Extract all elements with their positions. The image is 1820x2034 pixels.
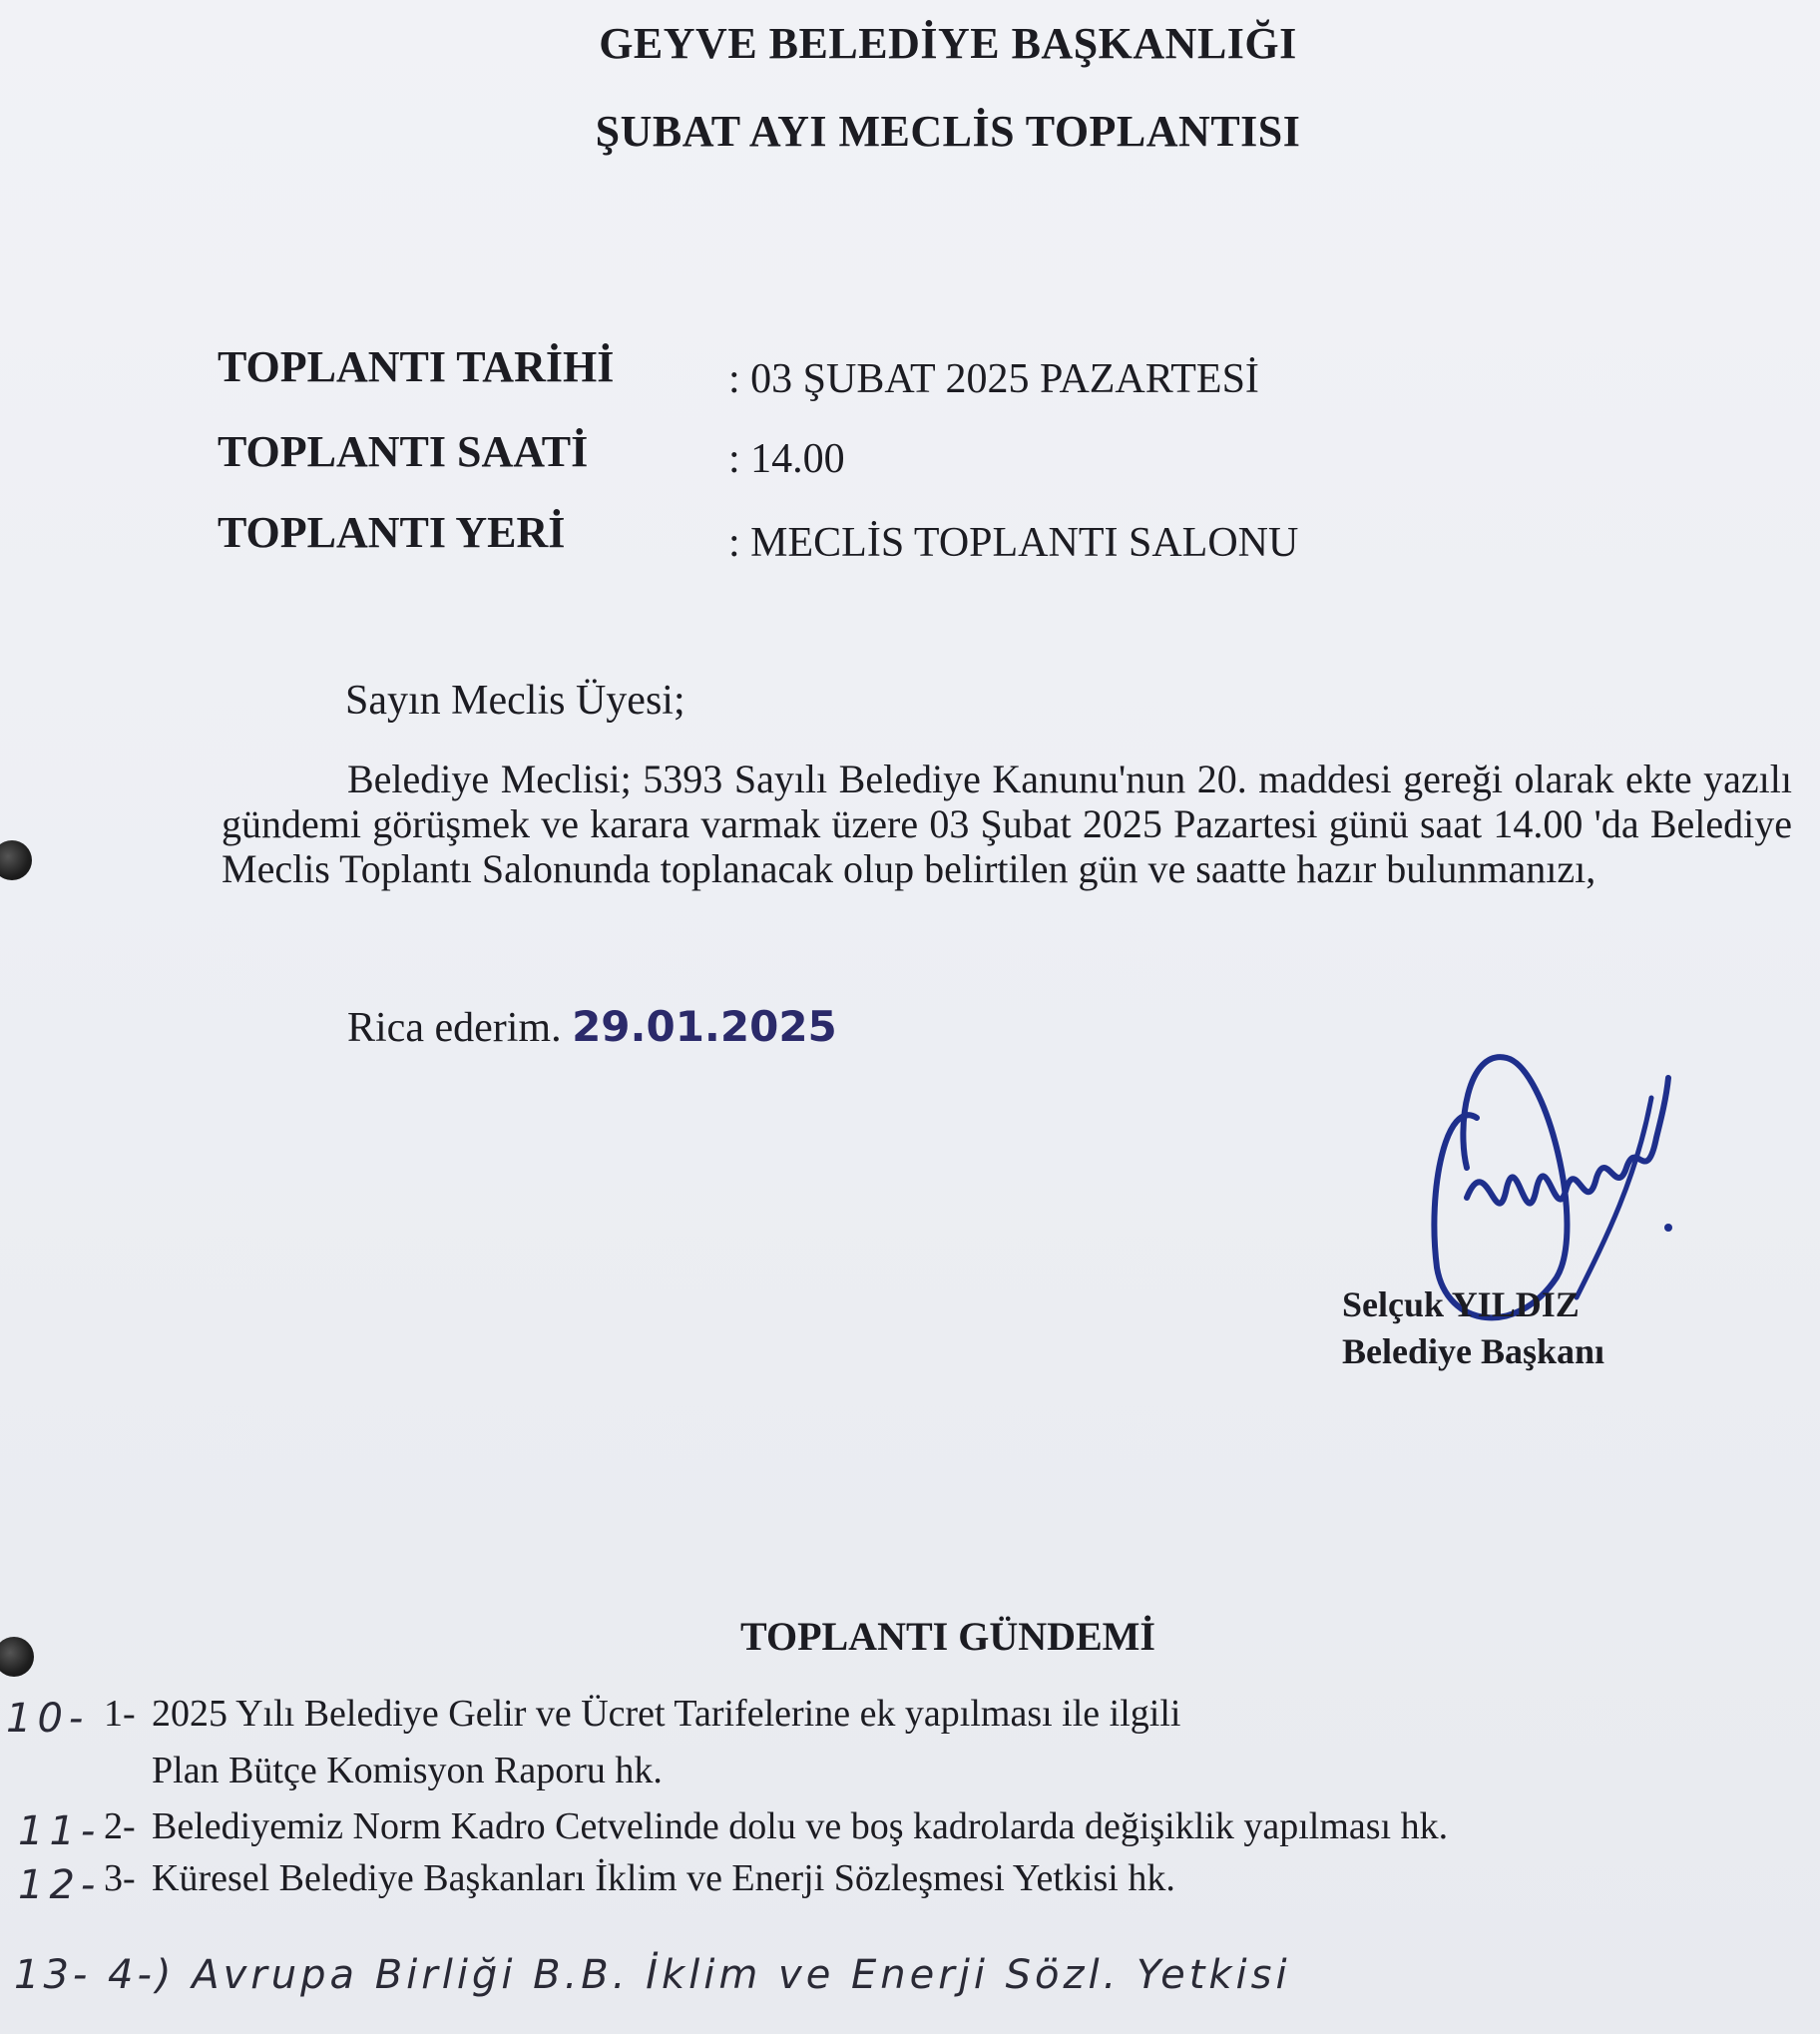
agenda-title: TOPLANTI GÜNDEMİ (740, 1614, 1155, 1659)
punch-hole-upper (0, 840, 32, 880)
meeting-place-value: : MECLİS TOPLANTI SALONU (728, 520, 1299, 566)
closing-line (347, 1002, 837, 1052)
agenda-item-2-number: 2- (104, 1805, 136, 1847)
signer-title: Belediye Başkanı (1342, 1331, 1605, 1371)
agenda-item-2-text: Belediyemiz Norm Kadro Cetvelinde dolu ve boş kadrolarda değişiklik yapılması hk. (152, 1805, 1449, 1847)
letter-body: Belediye Meclisi; 5393 Sayılı Belediye Kanunu'nun 20. maddesi gereği olarak ekte yazılı gündemi görüşmek ve karara varmak üzere 03 Şubat 2025 Pazartesi günü saat 14.00 'da Belediye Meclis Toplantı Salonunda toplanacak olup belirtilen gün ve saatte hazır bulunmanızı, (222, 757, 1792, 891)
agenda-item-1-text: 2025 Yılı Belediye Gelir ve Ücret Tarifelerine ek yapılması ile ilgili (152, 1693, 1181, 1735)
agenda-item-4-handwritten: 13- 4-) Avrupa Birliği B.B. İklim ve Enerji Sözl. Yetkisi (14, 1952, 1291, 1998)
agenda-item-3-handwritten-number: 12- (18, 1862, 102, 1908)
meeting-date-value: : 03 ŞUBAT 2025 PAZARTESİ (728, 356, 1259, 402)
closing-date: 29.01.2025 (572, 1002, 837, 1051)
salutation: Sayın Meclis Üyesi; (345, 678, 685, 724)
agenda-item-3-text: Küresel Belediye Başkanları İklim ve Enerji Sözleşmesi Yetkisi hk. (152, 1857, 1175, 1899)
meeting-date-label: TOPLANTI TARİHİ (218, 342, 615, 391)
meeting-title: ŞUBAT AYI MECLİS TOPLANTISI (595, 107, 1301, 156)
agenda-item-2-handwritten-number: 11- (18, 1808, 102, 1854)
meeting-place-label: TOPLANTI YERİ (218, 508, 566, 557)
institution-title: GEYVE BELEDİYE BAŞKANLIĞI (599, 19, 1297, 68)
agenda-item-1-continuation: Plan Bütçe Komisyon Raporu hk. (152, 1750, 663, 1791)
signer-block (1342, 1281, 1604, 1375)
closing-text: Rica ederim. (347, 1005, 562, 1051)
signer-name: Selçuk YILDIZ (1342, 1284, 1580, 1324)
bleed-through-text (828, 190, 838, 237)
agenda-item-1-handwritten-number: 10- (6, 1696, 90, 1742)
meeting-time-value: : 14.00 (728, 436, 845, 482)
agenda-item-1-number: 1- (104, 1693, 136, 1735)
agenda-item-3-number: 3- (104, 1857, 136, 1899)
meeting-time-label: TOPLANTI SAATİ (218, 427, 589, 476)
